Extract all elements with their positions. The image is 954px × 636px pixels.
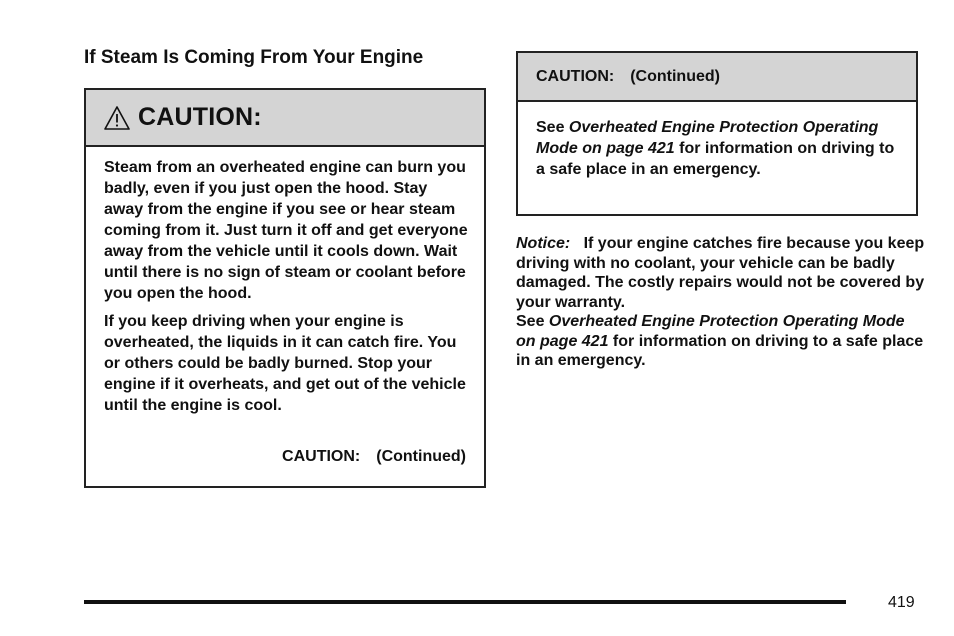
continued-header-label: CAUTION: — [536, 67, 615, 85]
section-title: If Steam Is Coming From Your Engine — [84, 47, 424, 68]
notice-block — [516, 234, 926, 371]
page-reference-link[interactable]: Overheated Engine Protection Operating Mode on page 421 — [536, 119, 879, 157]
caution-continued-body — [518, 102, 916, 180]
caution-continued-header — [518, 53, 916, 102]
notice-page-reference-link[interactable]: Overheated Engine Protection Operating Mode on page 421 — [516, 313, 905, 350]
warning-triangle-icon — [104, 105, 130, 131]
see-suffix: for information on driving to a safe place in an emergency. — [536, 140, 895, 178]
caution-header — [86, 90, 484, 147]
caution-paragraph: Steam from an overheated engine can burn you badly, even if you just open the hood. Stay away from the engine if you see or hear steam coming from it. Just turn it off and get everyone away from the vehicle until it cools down. Wait until there is no sign of steam or coolant before you open the hood. — [104, 159, 468, 302]
notice-label: Notice: — [516, 235, 571, 252]
notice-see-paragraph — [516, 312, 926, 371]
continued-label: CAUTION: — [282, 448, 361, 465]
notice-paragraph — [516, 234, 926, 312]
caution-continued-box — [516, 51, 918, 216]
caution-box — [84, 88, 486, 488]
continued-suffix: (Continued) — [376, 448, 466, 465]
notice-see-suffix: for information on driving to a safe place in an emergency. — [516, 332, 924, 369]
see-prefix: See — [536, 119, 569, 136]
caution-title: CAUTION: — [138, 103, 262, 131]
caution-body — [86, 147, 484, 416]
notice-see-prefix: See — [516, 313, 549, 330]
continued-header-suffix: (Continued) — [630, 67, 720, 85]
page-number: 419 — [888, 594, 915, 611]
caution-continued-paragraph — [536, 117, 900, 180]
footer-rule — [84, 600, 846, 604]
notice-text: If your engine catches fire because you keep driving with no coolant, your vehicle can be badly damaged. The costly repairs would not be covered by your warranty. — [516, 235, 925, 311]
caution-paragraph: If you keep driving when your engine is overheated, the liquids in it can catch fire. You or others could be badly burned. Stop your engine if it overheats, and get out of the vehicle until the engine is cool. — [104, 313, 466, 414]
caution-continued-note — [282, 448, 466, 466]
